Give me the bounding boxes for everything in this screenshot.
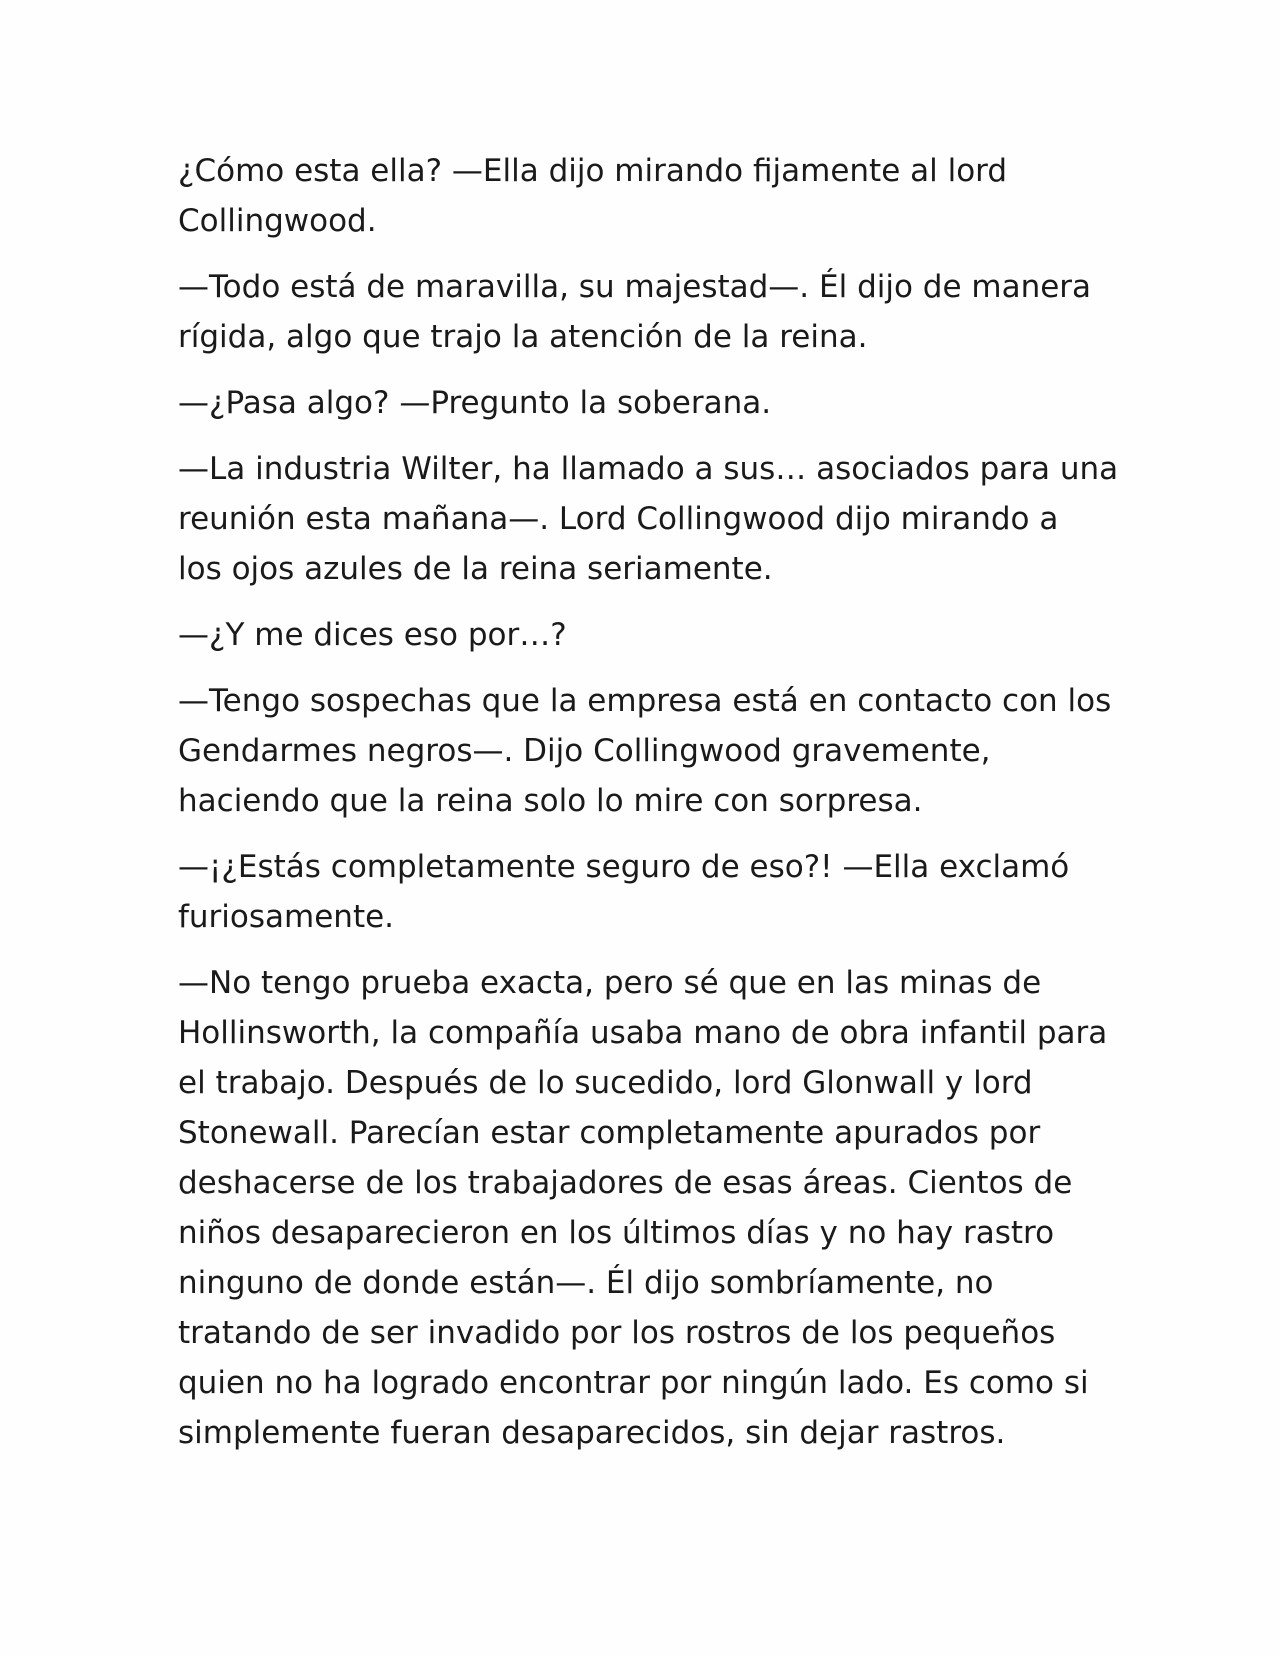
text-line: los ojos azules de la reina seriamente.	[178, 551, 773, 587]
document-body	[178, 146, 1119, 1474]
paragraph-3	[178, 378, 1108, 428]
text-line: —Tengo sospechas que la empresa está en contacto con los	[178, 683, 1112, 719]
paragraph-1	[178, 146, 1108, 246]
paragraph-5	[178, 610, 1108, 660]
paragraph-2	[178, 262, 1108, 362]
text-line: rígida, algo que trajo la atención de la reina.	[178, 319, 868, 355]
text-line: Stonewall. Parecían estar completamente apurados por	[178, 1115, 1041, 1151]
text-line: niños desaparecieron en los últimos días y no hay rastro	[178, 1215, 1055, 1251]
text-line: Hollinsworth, la compañía usaba mano de obra infantil para	[178, 1015, 1108, 1051]
paragraph-7	[178, 842, 1108, 942]
text-line: simplemente fueran desaparecidos, sin dejar rastros.	[178, 1415, 1006, 1451]
text-line: —No tengo prueba exacta, pero sé que en las minas de	[178, 965, 1042, 1001]
paragraph-4	[178, 444, 1119, 594]
text-line: —Todo está de maravilla, su majestad—. Él dijo de manera	[178, 269, 1092, 305]
text-line: ¿Cómo esta ella? —Ella dijo mirando fijamente al lord	[178, 153, 1008, 189]
text-line: Gendarmes negros—. Dijo Collingwood gravemente,	[178, 733, 991, 769]
text-line: —¿Pasa algo? —Pregunto la soberana.	[178, 385, 772, 421]
text-line: quien no ha logrado encontrar por ningún lado. Es como si	[178, 1365, 1089, 1401]
paragraph-6	[178, 676, 1112, 826]
text-line: tratando de ser invadido por los rostros de los pequeños	[178, 1315, 1056, 1351]
text-line: —¡¿Estás completamente seguro de eso?! —Ella exclamó	[178, 849, 1070, 885]
text-line: furiosamente.	[178, 899, 395, 935]
text-line: Collingwood.	[178, 203, 377, 239]
text-line: el trabajo. Después de lo sucedido, lord Glonwall y lord	[178, 1065, 1033, 1101]
text-line: reunión esta mañana—. Lord Collingwood dijo mirando a	[178, 501, 1059, 537]
text-line: ninguno de donde están—. Él dijo sombríamente, no	[178, 1265, 994, 1301]
text-line: haciendo que la reina solo lo mire con sorpresa.	[178, 783, 923, 819]
text-line: —¿Y me dices eso por…?	[178, 617, 567, 653]
text-line: —La industria Wilter, ha llamado a sus… asociados para una	[178, 451, 1119, 487]
paragraph-8	[178, 958, 1108, 1458]
text-line: deshacerse de los trabajadores de esas áreas. Cientos de	[178, 1165, 1073, 1201]
